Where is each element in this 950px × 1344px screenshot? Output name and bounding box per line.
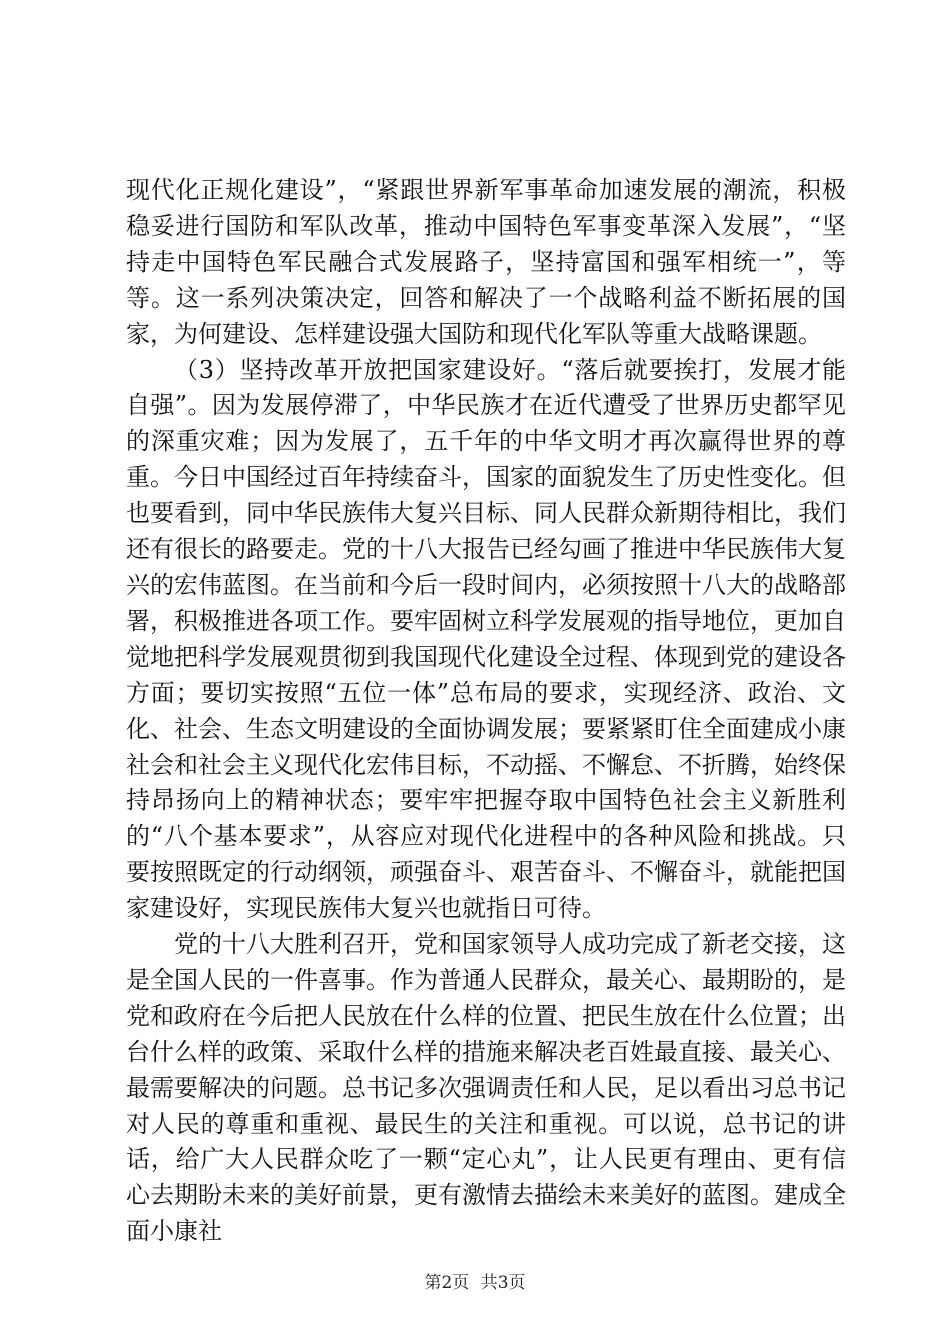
page-number: 第2页	[424, 1273, 470, 1293]
paragraph-reform: （3）坚持改革开放把国家建设好。“落后就要挨打，发展才能自强”。因为发展停滞了，中华民族才在近代遭受了世界历史都罕见的深重灾难；因为发展了，五千年的中华文明才再次赢得世界的尊重。今日中国经过百年持续奋斗，国家的面貌发生了历史性变化。但也要看到，同中华民族伟大复兴目标、同人民群众新期待相比，我们还有很长的路要走。党的十八大报告已经勾画了推进中华民族伟大复兴的宏伟蓝图。在当前和今后一段时间内，必须按照十八大的战略部署，积极推进各项工作。要牢固树立科学发展观的指导地位，更加自觉地把科学发展观贯彻到我国现代化建设全过程、体现到党的建设各方面；要切实按照“五位一体”总布局的要求，实现经济、政治、文化、社会、生态文明建设的全面协调发展；要紧紧盯住全面建成小康社会和社会主义现代化宏伟目标，不动摇、不懈怠、不折腾，始终保持昂扬向上的精神状态；要牢牢把握夺取中国特色社会主义新胜利的“八个基本要求”，从容应对现代化进程中的各种风险和挑战。只要按照既定的行动纲领，顽强奋斗、艰苦奋斗、不懈奋斗，就能把国家建设好，实现民族伟大复兴也就指日可待。	[126, 355, 846, 923]
document-body	[126, 173, 846, 1250]
page-footer	[0, 1268, 950, 1293]
paragraph-congress: 党的十八大胜利召开，党和国家领导人成功完成了新老交接，这是全国人民的一件喜事。作为普通人民群众，最关心、最期盼的，是党和政府在今后把人民放在什么样的位置、把民生放在什么位置；出台什么样的政策、采取什么样的措施来解决老百姓最直接、最关心、最需要解决的问题。总书记多次强调责任和人民，足以看出习总书记对人民的尊重和重视、最民生的关注和重视。可以说，总书记的讲话，给广大人民群众吃了一颗“定心丸”，让人民更有理由、更有信心去期盼未来的美好前景，更有激情去描绘未来美好的蓝图。建成全面小康社	[126, 930, 846, 1246]
page-total: 共3页	[480, 1273, 526, 1293]
paragraph-continued: 现代化正规化建设”，“紧跟世界新军事革命加速发展的潮流，积极稳妥进行国防和军队改革，推动中国特色军事变革深入发展”，“坚持走中国特色军民融合式发展路子，坚持富国和强军相统一”，等等。这一系列决策决定，回答和解决了一个战略利益不断拓展的国家，为何建设、怎样建设强大国防和现代化军队等重大战略课题。	[126, 176, 846, 348]
